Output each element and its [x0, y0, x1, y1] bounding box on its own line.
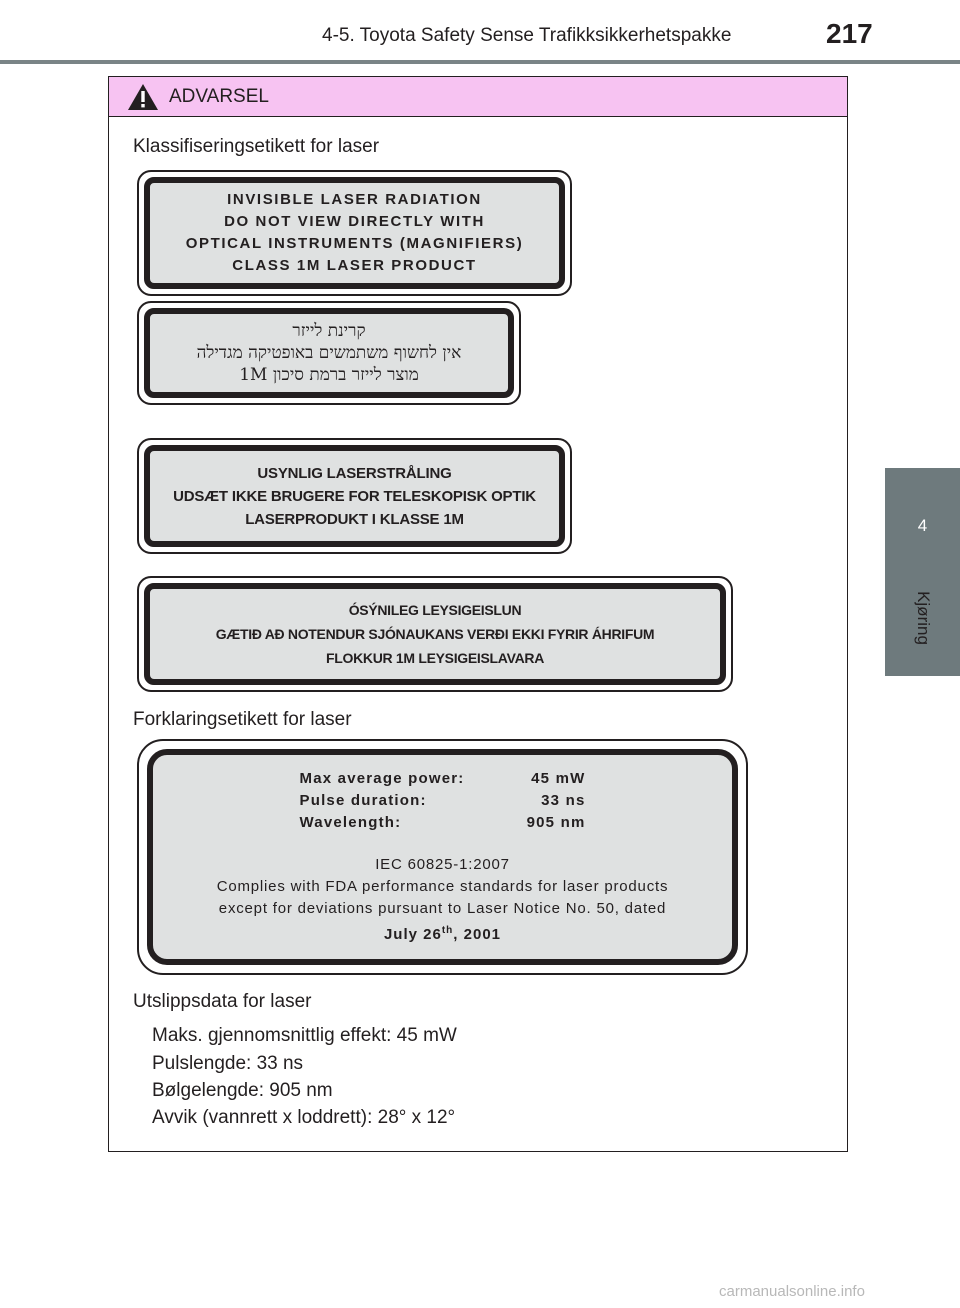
- laser-label-icelandic: [137, 576, 733, 692]
- spec-value: 33 ns: [541, 792, 586, 809]
- compliance-line-1: Complies with FDA performance standards for laser products: [216, 878, 669, 895]
- explanation-heading: Forklaringsetikett for laser: [133, 709, 352, 730]
- laser-spec-table: [300, 768, 586, 834]
- label-line: אין לחשוף משתמשים באופטיקה מגדילה: [196, 343, 462, 363]
- laser-label-danish: [137, 438, 572, 554]
- laser-explanation-label-inner: [147, 749, 738, 965]
- warning-title: ADVARSEL: [169, 86, 269, 107]
- label-line: INVISIBLE LASER RADIATION: [227, 191, 482, 208]
- header-title: 4-5. Toyota Safety Sense Trafikksikkerhetspakke: [322, 25, 732, 46]
- chapter-label: Kjøring: [913, 591, 933, 645]
- label-line: CLASS 1M LASER PRODUCT: [232, 257, 477, 274]
- label-line: DO NOT VIEW DIRECTLY WITH: [224, 213, 485, 230]
- date-superscript: th: [441, 925, 454, 936]
- spec-key: Wavelength:: [299, 814, 402, 831]
- label-line: GÆTIÐ AÐ NOTENDUR SJÓNAUKANS VERÐI EKKI FYRIR ÁHRIFUM: [215, 626, 655, 642]
- emission-spec: Bølgelengde: 905 nm: [152, 1080, 333, 1101]
- emission-spec: Maks. gjennomsnittlig effekt: 45 mW: [152, 1025, 457, 1046]
- label-line: קרינת לייזר: [292, 321, 366, 341]
- watermark: carmanualsonline.info: [719, 1283, 865, 1300]
- chapter-label-wrap: [885, 578, 960, 658]
- label-line: מוצר לייזר ברמת סיכון 1M: [239, 365, 419, 385]
- laser-explanation-label: [137, 739, 748, 975]
- warning-triangle-icon: [127, 83, 159, 111]
- spec-key: Pulse duration:: [299, 792, 427, 809]
- classification-heading: Klassifiseringsetikett for laser: [133, 136, 380, 157]
- laser-label-hebrew-inner: [144, 308, 514, 398]
- compliance-line-2: except for deviations pursuant to Laser Notice No. 50, dated: [218, 900, 667, 917]
- label-line: OPTICAL INSTRUMENTS (MAGNIFIERS): [185, 235, 524, 252]
- laser-label-danish-inner: [144, 445, 565, 547]
- label-line: UDSÆT IKKE BRUGERE FOR TELESKOPISK OPTIK: [173, 487, 536, 505]
- label-line: LASERPRODUKT I KLASSE 1M: [245, 510, 464, 528]
- page-number: 217: [826, 18, 873, 49]
- spec-value: 905 nm: [526, 814, 586, 831]
- emission-heading: Utslippsdata for laser: [133, 991, 312, 1012]
- emission-spec: Pulslengde: 33 ns: [152, 1053, 304, 1074]
- emission-spec: Avvik (vannrett x loddrett): 28° x 12°: [152, 1107, 456, 1128]
- header-rule: [0, 60, 960, 64]
- compliance-date: [384, 920, 501, 946]
- spec-key: Max average power:: [299, 770, 465, 787]
- chapter-number: 4: [917, 516, 928, 535]
- laser-label-hebrew: [137, 301, 521, 405]
- spec-value: 45 mW: [531, 770, 586, 787]
- date-suffix: , 2001: [453, 926, 502, 943]
- laser-label-icelandic-inner: [144, 583, 726, 685]
- iec-standard: IEC 60825-1:2007: [375, 856, 510, 873]
- warning-header: [109, 77, 847, 117]
- laser-label-english-inner: [144, 177, 565, 289]
- date-prefix: July 26: [383, 926, 442, 943]
- label-line: USYNLIG LASERSTRÅLING: [257, 464, 452, 482]
- label-line: ÓSÝNILEG LEYSIGEISLUN: [348, 602, 522, 618]
- laser-label-english: [137, 170, 572, 296]
- label-line: FLOKKUR 1M LEYSIGEISLAVARA: [325, 650, 545, 666]
